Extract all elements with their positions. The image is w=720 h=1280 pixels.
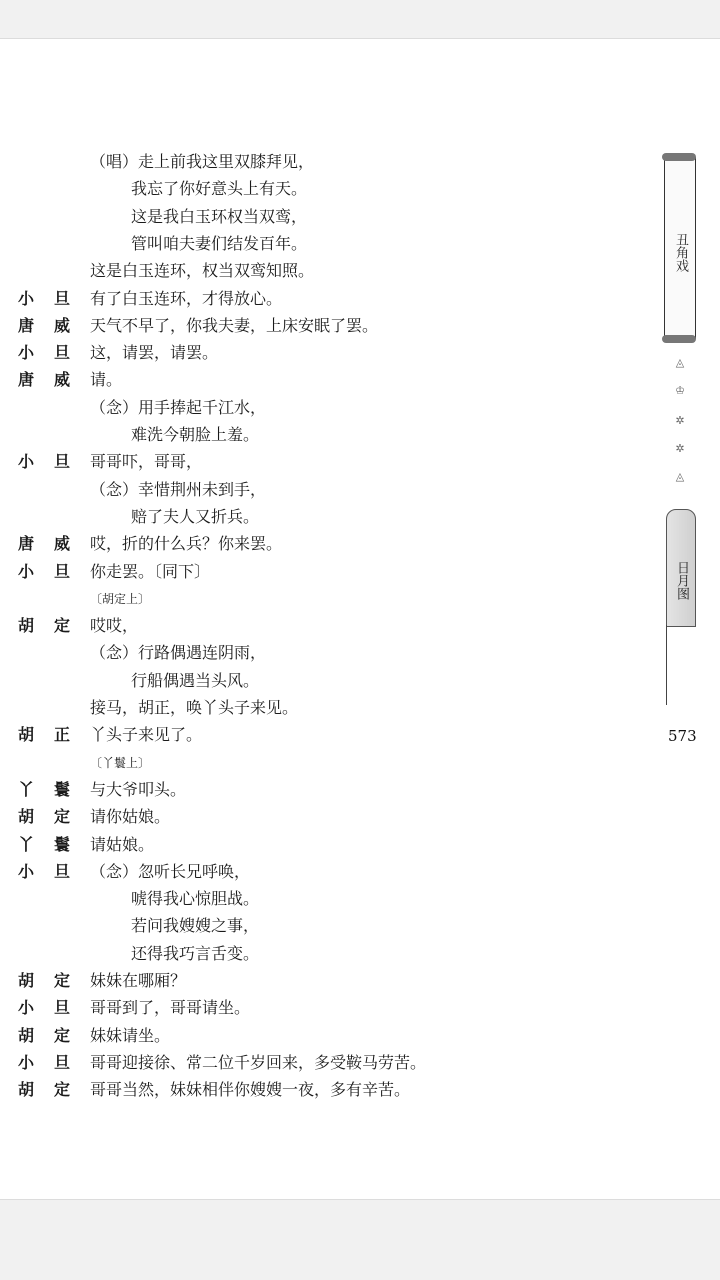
dialogue-text: 哎，折的什么兵？你来罢。: [90, 534, 283, 554]
dialogue-text: 请姑娘。: [90, 834, 155, 854]
section-label-top: 丑角戏: [673, 232, 688, 272]
tab-cap-top: [662, 153, 696, 161]
dialogue-text: 哥哥当然，妹妹相伴你嫂嫂一夜，多有辛苦。: [90, 1080, 411, 1100]
section-tab-bottom: [666, 509, 696, 627]
dialogue-text: 妹妹在哪厢？: [90, 971, 187, 990]
dialogue-text: 这，请罢，请罢。: [90, 343, 219, 363]
dialogue-text: 请。: [90, 370, 123, 390]
speaker-name: 小旦: [18, 861, 91, 881]
dialogue-text: 与大爷叩头。: [90, 779, 187, 799]
speaker-name: 唐威: [18, 534, 91, 554]
speaker-name: 胡定: [18, 1025, 91, 1045]
dialogue-text: 行船偶遇当头风。: [131, 670, 260, 690]
dialogue-text: 哥哥吓，哥哥，: [90, 452, 203, 472]
dialogue-text: 赔了夫人又折兵。: [131, 506, 260, 526]
dialogue-text: 还得我巧言舌变。: [131, 943, 260, 963]
speaker-name: 小旦: [18, 561, 91, 581]
dialogue-text: 这是我白玉环权当双鸾，: [131, 206, 308, 226]
dialogue-text: （念）幸惜荆州未到手，: [90, 479, 267, 499]
speaker-name: 小旦: [18, 288, 91, 308]
speaker-name: 小旦: [18, 998, 91, 1018]
dialogue-text: 管叫咱夫妻们结发百年。: [131, 233, 308, 253]
dialogue-text: 有了白玉连环，才得放心。: [90, 288, 283, 308]
dialogue-text: 唬得我心惊胆战。: [131, 889, 260, 909]
speaker-name: 唐威: [18, 315, 91, 335]
dialogue-text: 天气不早了，你我夫妻，上床安眠了罢。: [90, 315, 379, 335]
speaker-name: 丫鬟: [18, 779, 91, 799]
dialogue-text: 我忘了你好意头上有天。: [131, 179, 308, 199]
dialogue-text: （唱）走上前我这里双膝拜见，: [90, 152, 315, 171]
dialogue-text: （念）行路偶遇连阴雨，: [90, 643, 267, 663]
dialogue-text: 这是白玉连环，权当双鸾知照。: [90, 261, 315, 281]
dialogue-text: 你走罢。〔同下〕: [90, 561, 211, 581]
section-label-bottom: 日月图: [674, 560, 689, 600]
speaker-name: 胡定: [18, 807, 91, 827]
ornament-icon: ♔: [675, 384, 685, 397]
dialogue-text: （念）忽听长兄呼唤，: [90, 861, 251, 881]
stage-direction: 〔胡定上〕: [90, 591, 151, 606]
speaker-name: 唐威: [18, 370, 91, 390]
dialogue-text: 哥哥迎接徐、常二位千岁回来，多受鞍马劳苦。: [90, 1052, 427, 1072]
dialogue-text: 接马，胡正，唤丫头子来见。: [90, 698, 299, 717]
dialogue-text: 丫头子来见了。: [90, 725, 203, 745]
dialogue-text: 若问我嫂嫂之事，: [131, 916, 260, 936]
speaker-name: 胡正: [18, 725, 91, 745]
dialogue-text: 哎哎，: [90, 616, 139, 636]
speaker-name: 胡定: [18, 971, 91, 990]
ornament-icon: ◬: [675, 470, 685, 483]
dialogue-text: 请你姑娘。: [90, 807, 171, 827]
dialogue-text: （念）用手捧起千江水，: [90, 397, 267, 417]
speaker-name: 小旦: [18, 452, 91, 472]
dialogue-text: 妹妹请坐。: [90, 1025, 171, 1045]
stage-direction: 〔丫鬟上〕: [90, 755, 151, 770]
dialogue-text: 哥哥到了，哥哥请坐。: [90, 998, 251, 1018]
page-number: 573: [668, 727, 697, 745]
speaker-name: 小旦: [18, 1052, 91, 1072]
speaker-name: 胡定: [18, 616, 91, 636]
book-page: [0, 38, 720, 1200]
section-tab-top: [664, 157, 696, 339]
tab-cap-bottom: [662, 335, 696, 343]
speaker-name: 小旦: [18, 343, 91, 363]
dialogue-text: 难洗今朝脸上羞。: [131, 425, 260, 444]
speaker-name: 胡定: [18, 1080, 91, 1100]
ornament-icon: ✲: [675, 414, 685, 427]
speaker-name: 丫鬟: [18, 834, 91, 854]
ornament-icon: ◬: [675, 356, 685, 369]
ornament-icon: ✲: [675, 442, 685, 455]
margin-rule: [666, 625, 667, 705]
